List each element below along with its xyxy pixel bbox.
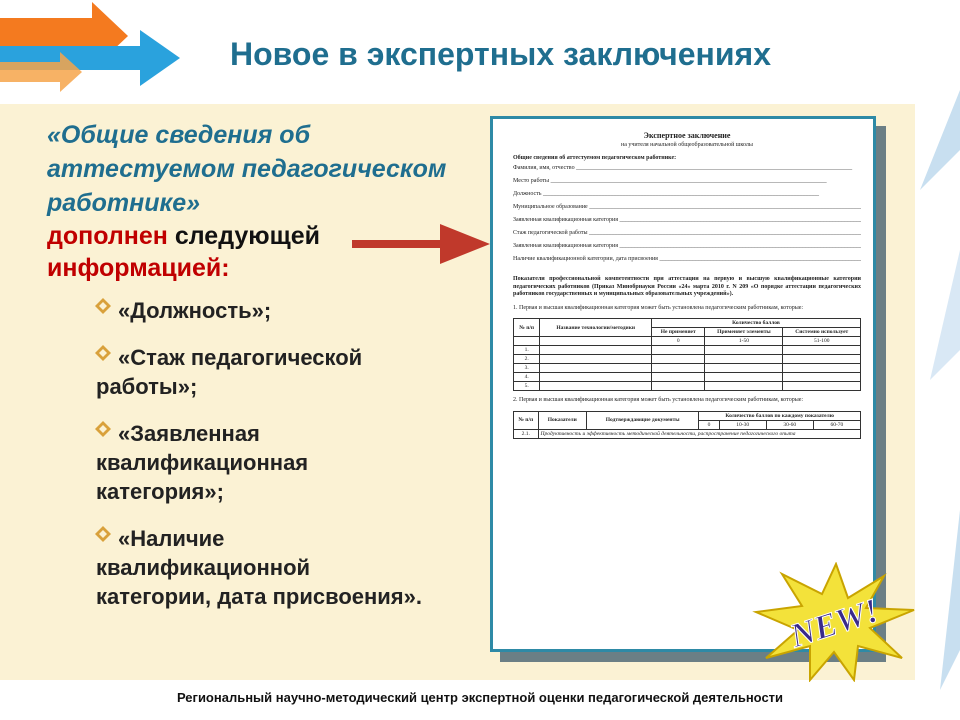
table-header: Системно использует — [783, 328, 861, 337]
supplement-word-1: дополнен — [47, 222, 168, 250]
new-badge-icon — [752, 562, 920, 682]
table-cell: 30-60 — [766, 420, 813, 429]
table-header: Не применяет — [652, 328, 705, 337]
table-cell: 10-30 — [719, 420, 766, 429]
diamond-bullet-icon — [94, 297, 112, 315]
table-header: Подтверждающие документы — [587, 411, 699, 429]
bullet-text: «Наличие квалификационной категории, дата присвоения». — [96, 526, 422, 609]
table-header: Применяет элементы — [705, 328, 783, 337]
technologies-table — [513, 318, 861, 391]
table-row: 3. — [514, 364, 861, 373]
bullet-item — [96, 419, 426, 506]
document-item: 2. Первая и высшая квалификационная категория может быть установлена педагогическим работникам, которые: — [513, 397, 804, 403]
bullet-item — [96, 343, 426, 401]
table-cell: 60-70 — [813, 420, 860, 429]
document-paragraph: Показатели профессиональной компетентности при аттестации на первую и высшую квалификационные категории педагогических работников (Приказ Минобрнауки России «24» марта 2010 г. N 209 «О порядке аттестации педагогических работников государственных и муниципальных образовательных учреждений»). — [513, 276, 861, 297]
bullet-text: «Заявленная квалификационная категория»; — [96, 421, 309, 504]
document-field: Место работы _____ — [513, 175, 861, 188]
diamond-bullet-icon — [94, 420, 112, 438]
table-cell: 1-50 — [705, 337, 783, 346]
bullet-item — [96, 296, 426, 325]
supplement-word-2: следующей — [174, 222, 320, 250]
badge-text: NEW! — [785, 592, 884, 656]
document-field: Стаж педагогической работы _____ — [513, 227, 861, 240]
table-header: Количество баллов — [652, 319, 861, 328]
document-field: Муниципальное образование _____ — [513, 201, 861, 214]
table-row: 5. — [514, 382, 861, 391]
table-header: № п/п — [514, 319, 540, 337]
diamond-bullet-icon — [94, 525, 112, 543]
document-field: Заявленная квалификационная категория _____ — [513, 240, 861, 253]
bullet-text: «Должность»; — [118, 298, 272, 323]
document-field: Наличие квалификационной категории, дата присвоения _____ — [513, 253, 861, 266]
bullet-text: «Стаж педагогической работы»; — [96, 345, 363, 399]
table-cell: 0 — [652, 337, 705, 346]
table-cell: 51-100 — [783, 337, 861, 346]
header-arrows-decoration — [0, 0, 200, 100]
table-row: 2.1. Продуктивность и эффективность методической деятельности, распространение педагогического опыта — [514, 429, 861, 438]
document-item: 1. Первая и высшая квалификационная категория может быть установлена педагогическим работникам, которые: — [513, 304, 804, 311]
document-title: Экспертное заключение — [643, 131, 731, 140]
bullet-list — [96, 296, 426, 629]
table-row: 4. — [514, 373, 861, 382]
supplement-word-3: информацией: — [47, 254, 230, 282]
table-row: 2. — [514, 355, 861, 364]
table-cell: 0 — [699, 420, 719, 429]
indicators-table — [513, 411, 861, 439]
table-header: № п/п — [514, 411, 539, 429]
footer-text: Региональный научно-методический центр экспертной оценки педагогической деятельности — [176, 690, 784, 705]
document-section-heading: Общие сведения об аттестуемом педагогическом работнике: — [513, 155, 677, 161]
table-header: Количество баллов по каждому показателю — [699, 411, 861, 420]
document-field: Заявленная квалификационная категория _____ — [513, 214, 861, 227]
table-header: Название технологии/методики — [540, 319, 652, 337]
table-header: Показатели — [538, 411, 587, 429]
diamond-bullet-icon — [94, 344, 112, 362]
pointer-arrow-icon — [352, 222, 492, 266]
section-quote: «Общие сведения об аттестуемом педагогическом работнике» — [47, 121, 447, 217]
document-field: Фамилия, имя, отчество _____ — [513, 162, 861, 175]
slide-title: Новое в экспертных заключениях — [230, 36, 771, 72]
table-row: 1. — [514, 346, 861, 355]
bullet-item — [96, 524, 426, 611]
document-field: Должность _____ — [513, 188, 861, 201]
document-subtitle: на учителя начальной общеобразовательной школы — [621, 142, 753, 148]
